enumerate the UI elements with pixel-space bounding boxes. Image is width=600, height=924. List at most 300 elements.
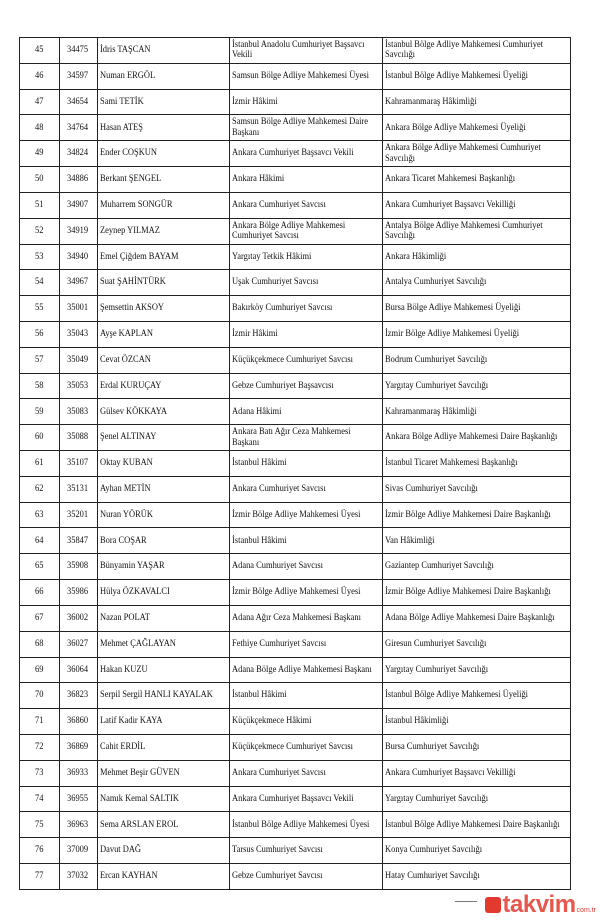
person-name: Oktay KUBAN xyxy=(100,457,153,469)
registry-number: 35131 xyxy=(66,482,88,494)
person-name: Ayhan METİN xyxy=(100,482,151,494)
row-number-cell xyxy=(20,192,60,218)
row-number: 57 xyxy=(34,353,44,365)
new-position: İstanbul Bölge Adliye Mahkemesi Daire Başkanlığı xyxy=(385,818,560,830)
new-position-cell xyxy=(383,683,571,709)
registry-number-cell xyxy=(60,399,98,425)
new-position-cell xyxy=(383,347,571,373)
new-position: Sivas Cumhuriyet Savcılığı xyxy=(385,482,478,494)
row-number-cell xyxy=(20,115,60,141)
new-position: Ankara Ticaret Mahkemesi Başkanlığı xyxy=(385,173,516,185)
person-name-cell xyxy=(98,605,230,631)
row-number-cell xyxy=(20,425,60,451)
person-name: Latif Kadir KAYA xyxy=(100,715,163,727)
current-position: Ankara Cumhuriyet Başsavcı Vekili xyxy=(232,792,354,804)
new-position: Bursa Bölge Adliye Mahkemesi Üyeliği xyxy=(385,302,521,314)
person-name-cell xyxy=(98,864,230,890)
registry-number: 34597 xyxy=(66,69,88,81)
registry-number-cell xyxy=(60,734,98,760)
current-position: İstanbul Hâkimi xyxy=(232,689,287,701)
current-position-cell xyxy=(230,141,383,167)
table-row xyxy=(20,321,571,347)
row-number: 51 xyxy=(34,199,44,211)
registry-number: 36933 xyxy=(66,766,88,778)
row-number: 60 xyxy=(34,431,44,443)
row-number: 71 xyxy=(34,715,44,727)
person-name: Mehmet Beşir GÜVEN xyxy=(100,766,180,778)
person-name-cell xyxy=(98,657,230,683)
person-name-cell xyxy=(98,580,230,606)
new-position: İstanbul Bölge Adliye Mahkemesi Üyeliği xyxy=(385,69,529,81)
person-name-cell xyxy=(98,838,230,864)
row-number-cell xyxy=(20,399,60,425)
person-name-cell xyxy=(98,141,230,167)
row-number: 76 xyxy=(34,844,44,856)
registry-number: 34475 xyxy=(66,44,88,56)
new-position: Van Hâkimliği xyxy=(385,534,435,546)
row-number: 48 xyxy=(34,121,44,133)
row-number-cell xyxy=(20,296,60,322)
person-name: Sami TETİK xyxy=(100,95,144,107)
registry-number: 34907 xyxy=(66,199,88,211)
row-number: 63 xyxy=(34,508,44,520)
current-position: Ankara Batı Ağır Ceza Mahkemesi Başkanı xyxy=(232,426,351,448)
person-name: İdris TAŞCAN xyxy=(100,44,151,56)
registry-number: 35107 xyxy=(66,457,88,469)
new-position-cell xyxy=(383,760,571,786)
table-row xyxy=(20,141,571,167)
current-position: Adana Bölge Adliye Mahkemesi Başkanı xyxy=(232,663,372,675)
registry-number-cell xyxy=(60,838,98,864)
new-position: Ankara Cumhuriyet Başsavcı Vekilliği xyxy=(385,199,516,211)
registry-number-cell xyxy=(60,115,98,141)
person-name: Ayşe KAPLAN xyxy=(100,328,153,340)
new-position-cell xyxy=(383,321,571,347)
current-position: İstanbul Hâkimi xyxy=(232,457,287,469)
current-position: İzmir Bölge Adliye Mahkemesi Üyesi xyxy=(232,586,361,598)
person-name: Nuran YÖRÜK xyxy=(100,508,153,520)
new-position: Kahramanmaraş Hâkimliği xyxy=(385,95,477,107)
new-position: Ankara Bölge Adliye Mahkemesi Daire Başkanlığı xyxy=(385,431,558,443)
registry-number: 36064 xyxy=(66,663,88,675)
current-position: Küçükçekmece Cumhuriyet Savcısı xyxy=(232,741,353,753)
registry-number-cell xyxy=(60,631,98,657)
table-row xyxy=(20,38,571,64)
table-row xyxy=(20,734,571,760)
new-position-cell xyxy=(383,786,571,812)
new-position-cell xyxy=(383,580,571,606)
person-name-cell xyxy=(98,528,230,554)
row-number: 64 xyxy=(34,534,44,546)
current-position: Adana Hâkimi xyxy=(232,405,282,417)
registry-number-cell xyxy=(60,89,98,115)
new-position-cell xyxy=(383,296,571,322)
row-number-cell xyxy=(20,451,60,477)
row-number-cell xyxy=(20,864,60,890)
row-number: 73 xyxy=(34,766,44,778)
current-position: Ankara Cumhuriyet Savcısı xyxy=(232,199,326,211)
current-position: İzmir Hâkimi xyxy=(232,95,278,107)
current-position-cell xyxy=(230,786,383,812)
row-number-cell xyxy=(20,321,60,347)
current-position-cell xyxy=(230,63,383,89)
row-number-cell xyxy=(20,838,60,864)
current-position: İstanbul Anadolu Cumhuriyet Başsavcı Vekili xyxy=(232,38,365,61)
current-position: Ankara Hâkimi xyxy=(232,173,285,185)
table-row xyxy=(20,218,571,244)
person-name: Hakan KUZU xyxy=(100,663,148,675)
new-position-cell xyxy=(383,554,571,580)
current-position-cell xyxy=(230,321,383,347)
table-row xyxy=(20,373,571,399)
registry-number-cell xyxy=(60,502,98,528)
registry-number: 36963 xyxy=(66,818,88,830)
row-number: 59 xyxy=(34,405,44,417)
row-number: 49 xyxy=(34,147,44,159)
current-position-cell xyxy=(230,605,383,631)
new-position: Ankara Cumhuriyet Başsavcı Vekilliği xyxy=(385,766,516,778)
current-position-cell xyxy=(230,760,383,786)
row-number-cell xyxy=(20,709,60,735)
registry-number-cell xyxy=(60,812,98,838)
registry-number-cell xyxy=(60,347,98,373)
registry-number: 34967 xyxy=(66,276,88,288)
current-position: Küçükçekmece Cumhuriyet Savcısı xyxy=(232,353,353,365)
table-row xyxy=(20,760,571,786)
registry-number: 35049 xyxy=(66,353,88,365)
registry-number: 34764 xyxy=(66,121,88,133)
row-number: 66 xyxy=(34,586,44,598)
new-position-cell xyxy=(383,63,571,89)
person-name: Serpil Sergil HANLI KAYALAK xyxy=(100,689,213,701)
person-name: Şemsettin AKSOY xyxy=(100,302,165,314)
registry-number: 35201 xyxy=(66,508,88,520)
person-name: Cahit ERDİL xyxy=(100,741,146,753)
table-row xyxy=(20,528,571,554)
table-row xyxy=(20,192,571,218)
current-position-cell xyxy=(230,528,383,554)
current-position-cell xyxy=(230,115,383,141)
row-number: 61 xyxy=(34,457,44,469)
row-number: 74 xyxy=(34,792,44,804)
row-number: 45 xyxy=(34,44,44,56)
person-name: Muharrem SONGÜR xyxy=(100,199,173,211)
table-row xyxy=(20,296,571,322)
registry-number: 37032 xyxy=(66,870,88,882)
person-name-cell xyxy=(98,270,230,296)
registry-number-cell xyxy=(60,425,98,451)
person-name-cell xyxy=(98,373,230,399)
table-row xyxy=(20,425,571,451)
new-position: Antalya Bölge Adliye Mahkemesi Cumhuriyet Savcılığı xyxy=(385,219,543,242)
row-number-cell xyxy=(20,63,60,89)
person-name-cell xyxy=(98,760,230,786)
new-position-cell xyxy=(383,167,571,193)
new-position: Gaziantep Cumhuriyet Savcılığı xyxy=(385,560,494,572)
registry-number-cell xyxy=(60,760,98,786)
person-name-cell xyxy=(98,218,230,244)
new-position-cell xyxy=(383,141,571,167)
current-position: Samsun Bölge Adliye Mahkemesi Daire Başkanı xyxy=(232,116,369,138)
current-position: İstanbul Hâkimi xyxy=(232,534,287,546)
new-position: Bursa Cumhuriyet Savcılığı xyxy=(385,741,480,753)
person-name: Namık Kemal SALTIK xyxy=(100,792,179,804)
registry-number: 37009 xyxy=(66,844,88,856)
registry-number-cell xyxy=(60,786,98,812)
current-position-cell xyxy=(230,657,383,683)
table-row xyxy=(20,115,571,141)
person-name-cell xyxy=(98,476,230,502)
new-position: Antalya Cumhuriyet Savcılığı xyxy=(385,276,487,288)
new-position-cell xyxy=(383,864,571,890)
row-number: 46 xyxy=(34,69,44,81)
current-position-cell xyxy=(230,192,383,218)
row-number-cell xyxy=(20,502,60,528)
registry-number: 35001 xyxy=(66,302,88,314)
registry-number: 34919 xyxy=(66,224,88,236)
table-row xyxy=(20,554,571,580)
row-number: 55 xyxy=(34,302,44,314)
new-position: İstanbul Ticaret Mahkemesi Başkanlığı xyxy=(385,457,518,469)
registry-number-cell xyxy=(60,554,98,580)
person-name: Nazan POLAT xyxy=(100,612,150,624)
registry-number-cell xyxy=(60,864,98,890)
row-number: 72 xyxy=(34,741,44,753)
row-number-cell xyxy=(20,373,60,399)
current-position-cell xyxy=(230,244,383,270)
new-position: Ankara Hâkimliği xyxy=(385,250,447,262)
table-row xyxy=(20,605,571,631)
current-position-cell xyxy=(230,812,383,838)
current-position-cell xyxy=(230,270,383,296)
current-position-cell xyxy=(230,631,383,657)
appointments-table xyxy=(19,37,571,890)
new-position-cell xyxy=(383,244,571,270)
current-position: Ankara Cumhuriyet Savcısı xyxy=(232,766,326,778)
current-position: Fethiye Cumhuriyet Savcısı xyxy=(232,637,327,649)
registry-number-cell xyxy=(60,244,98,270)
registry-number: 34886 xyxy=(66,173,88,185)
row-number: 67 xyxy=(34,612,44,624)
registry-number-cell xyxy=(60,451,98,477)
current-position-cell xyxy=(230,296,383,322)
new-position-cell xyxy=(383,89,571,115)
row-number-cell xyxy=(20,683,60,709)
current-position: Gebze Cumhuriyet Savcısı xyxy=(232,870,323,882)
registry-number: 34824 xyxy=(66,147,88,159)
current-position: Ankara Cumhuriyet Başsavcı Vekili xyxy=(232,147,354,159)
row-number-cell xyxy=(20,89,60,115)
registry-number: 35053 xyxy=(66,379,88,391)
new-position: Yargıtay Cumhuriyet Savcılığı xyxy=(385,663,489,675)
row-number-cell xyxy=(20,270,60,296)
table-row xyxy=(20,167,571,193)
table-row xyxy=(20,812,571,838)
new-position-cell xyxy=(383,631,571,657)
row-number: 56 xyxy=(34,328,44,340)
new-position-cell xyxy=(383,605,571,631)
new-position: Konya Cumhuriyet Savcılığı xyxy=(385,844,483,856)
new-position-cell xyxy=(383,476,571,502)
person-name-cell xyxy=(98,812,230,838)
table-row xyxy=(20,476,571,502)
current-position: Samsun Bölge Adliye Mahkemesi Üyesi xyxy=(232,69,369,81)
registry-number: 36869 xyxy=(66,741,88,753)
current-position: Uşak Cumhuriyet Savcısı xyxy=(232,276,319,288)
person-name-cell xyxy=(98,502,230,528)
person-name: Bünyamin YAŞAR xyxy=(100,560,165,572)
row-number-cell xyxy=(20,734,60,760)
row-number-cell xyxy=(20,167,60,193)
table-row xyxy=(20,580,571,606)
table-row xyxy=(20,63,571,89)
new-position-cell xyxy=(383,528,571,554)
current-position-cell xyxy=(230,38,383,64)
new-position: İstanbul Bölge Adliye Mahkemesi Üyeliği xyxy=(385,689,529,701)
registry-number-cell xyxy=(60,38,98,64)
current-position: İzmir Bölge Adliye Mahkemesi Üyesi xyxy=(232,508,361,520)
person-name-cell xyxy=(98,63,230,89)
registry-number: 35908 xyxy=(66,560,88,572)
person-name: Ercan KAYHAN xyxy=(100,870,158,882)
current-position-cell xyxy=(230,476,383,502)
current-position-cell xyxy=(230,425,383,451)
new-position: İstanbul Bölge Adliye Mahkemesi Cumhuriyet Savcılığı xyxy=(385,38,544,61)
new-position-cell xyxy=(383,218,571,244)
current-position-cell xyxy=(230,838,383,864)
new-position: Yargıtay Cumhuriyet Savcılığı xyxy=(385,792,489,804)
row-number: 58 xyxy=(34,379,44,391)
current-position-cell xyxy=(230,683,383,709)
table-row xyxy=(20,709,571,735)
row-number: 77 xyxy=(34,870,44,882)
row-number: 47 xyxy=(34,95,44,107)
registry-number: 36823 xyxy=(66,689,88,701)
row-number: 70 xyxy=(34,689,44,701)
new-position-cell xyxy=(383,192,571,218)
person-name: Suat ŞAHİNTÜRK xyxy=(100,276,166,288)
row-number: 69 xyxy=(34,663,44,675)
person-name: Zeynep YILMAZ xyxy=(100,224,160,236)
current-position-cell xyxy=(230,373,383,399)
table-row xyxy=(20,838,571,864)
current-position-cell xyxy=(230,451,383,477)
row-number-cell xyxy=(20,605,60,631)
row-number: 54 xyxy=(34,276,44,288)
registry-number: 35083 xyxy=(66,405,88,417)
current-position: Gebze Cumhuriyet Başsavcısı xyxy=(232,379,334,391)
person-name: Cevat ÖZCAN xyxy=(100,353,151,365)
registry-number-cell xyxy=(60,296,98,322)
row-number-cell xyxy=(20,218,60,244)
table-row xyxy=(20,347,571,373)
registry-number-cell xyxy=(60,218,98,244)
registry-number: 34940 xyxy=(66,250,88,262)
table-row xyxy=(20,270,571,296)
person-name: Gülsev KÖKKAYA xyxy=(100,405,168,417)
row-number: 53 xyxy=(34,250,44,262)
current-position-cell xyxy=(230,347,383,373)
new-position-cell xyxy=(383,502,571,528)
person-name: Sema ARSLAN EROL xyxy=(100,818,179,830)
current-position-cell xyxy=(230,89,383,115)
person-name-cell xyxy=(98,709,230,735)
table-row xyxy=(20,864,571,890)
person-name-cell xyxy=(98,321,230,347)
registry-number-cell xyxy=(60,683,98,709)
logo-brand: takvim xyxy=(502,891,576,918)
registry-number-cell xyxy=(60,167,98,193)
current-position: Adana Ağır Ceza Mahkemesi Başkanı xyxy=(232,612,361,624)
row-number-cell xyxy=(20,347,60,373)
registry-number-cell xyxy=(60,709,98,735)
current-position-cell xyxy=(230,734,383,760)
person-name-cell xyxy=(98,734,230,760)
table-row xyxy=(20,502,571,528)
registry-number: 34654 xyxy=(66,95,88,107)
table-row xyxy=(20,657,571,683)
current-position-cell xyxy=(230,864,383,890)
new-position-cell xyxy=(383,709,571,735)
new-position: Ankara Bölge Adliye Mahkemesi Üyeliği xyxy=(385,121,526,133)
registry-number-cell xyxy=(60,373,98,399)
row-number: 50 xyxy=(34,173,44,185)
new-position: Bodrum Cumhuriyet Savcılığı xyxy=(385,353,488,365)
new-position: İstanbul Hâkimliği xyxy=(385,715,449,727)
current-position-cell xyxy=(230,709,383,735)
page-footer-mark xyxy=(455,901,477,902)
new-position: Yargıtay Cumhuriyet Savcılığı xyxy=(385,379,489,391)
registry-number-cell xyxy=(60,580,98,606)
person-name: Emel Çiğdem BAYAM xyxy=(100,250,179,262)
person-name: Mehmet ÇAĞLAYAN xyxy=(100,637,176,649)
current-position: İzmir Hâkimi xyxy=(232,328,278,340)
new-position-cell xyxy=(383,734,571,760)
registry-number-cell xyxy=(60,141,98,167)
current-position-cell xyxy=(230,554,383,580)
registry-number-cell xyxy=(60,528,98,554)
person-name-cell xyxy=(98,425,230,451)
person-name: Bora COŞAR xyxy=(100,534,147,546)
row-number-cell xyxy=(20,657,60,683)
current-position: Tarsus Cumhuriyet Savcısı xyxy=(232,844,323,856)
person-name-cell xyxy=(98,192,230,218)
registry-number: 36955 xyxy=(66,792,88,804)
person-name-cell xyxy=(98,786,230,812)
registry-number-cell xyxy=(60,63,98,89)
table-row xyxy=(20,683,571,709)
row-number-cell xyxy=(20,580,60,606)
table-body xyxy=(20,38,571,890)
person-name: Berkant ŞENGEL xyxy=(100,173,162,185)
new-position: Adana Bölge Adliye Mahkemesi Daire Başkanlığı xyxy=(385,612,555,624)
row-number-cell xyxy=(20,631,60,657)
current-position: İstanbul Bölge Adliye Mahkemesi Üyesi xyxy=(232,818,370,830)
new-position: Ankara Bölge Adliye Mahkemesi Cumhuriyet Savcılığı xyxy=(385,142,541,164)
row-number: 65 xyxy=(34,560,44,572)
table-row xyxy=(20,244,571,270)
row-number: 62 xyxy=(34,482,44,494)
registry-number-cell xyxy=(60,192,98,218)
person-name: Numan ERGÖL xyxy=(100,69,156,81)
current-position: Küçükçekmece Hâkimi xyxy=(232,715,312,727)
row-number-cell xyxy=(20,476,60,502)
current-position-cell xyxy=(230,167,383,193)
person-name: Hülya ÖZKAVALCI xyxy=(100,586,170,598)
registry-number-cell xyxy=(60,270,98,296)
new-position: İzmir Bölge Adliye Mahkemesi Daire Başkanlığı xyxy=(385,586,551,598)
registry-number-cell xyxy=(60,476,98,502)
